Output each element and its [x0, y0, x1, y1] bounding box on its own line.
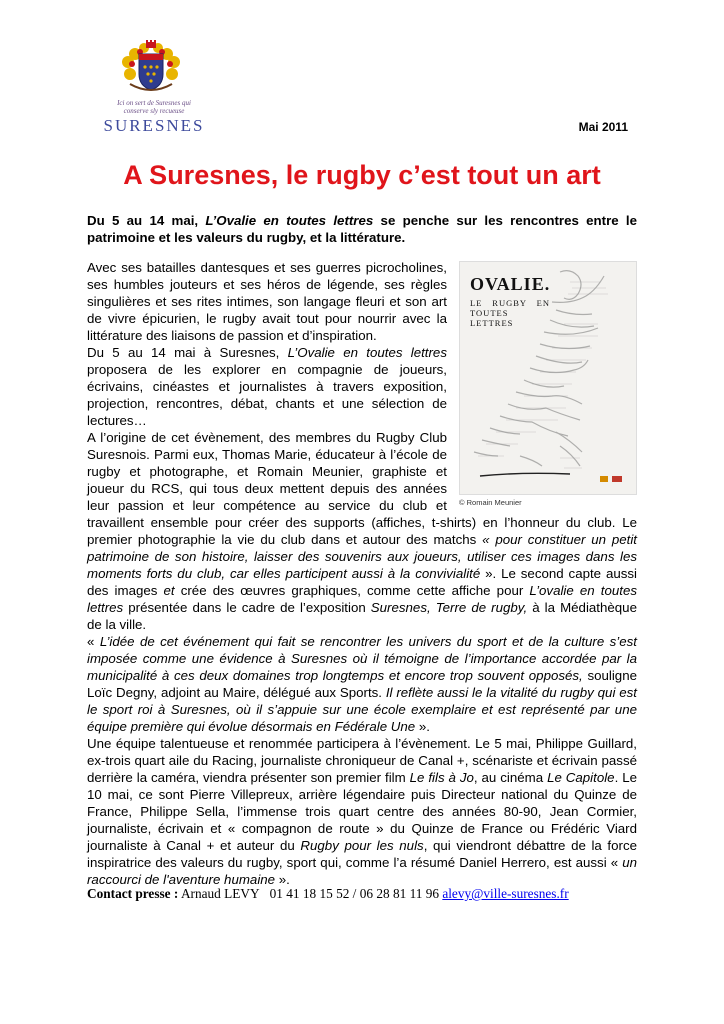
- paragraph-origin: A l’origine de cet évènement, des membres du Rugby Club Suresnois. Parmi eux, Thomas Marie, éducateur à l’école de rugby et photographe, et Romain Meunier, graphiste et joueur du RCS, qui tous deux mettent depuis des années leur passion et leur compétence au service du club et travaillent ensemble pour créer des supports (affiches, t-shirts) en l’honneur du club. Le premier photographie la vie du club dans et autour des matchs « pour constituer un petit patrimoine de son histoire, laisser des souvenirs aux joueurs, utiliser ces images dans les moments forts du club, car elles participent aussi à la convivialité ». Le second capte aussi des images et crée des œuvres graphiques, comme cette affiche pour L’ovalie en toutes lettres présentée dans le cadre de l’exposition Suresnes, Terre de rugby, à la Médiathèque de la ville.: [87, 430, 638, 632]
- city-logo: [96, 40, 212, 138]
- poster-image: [459, 261, 637, 495]
- logo-motto: Ici on sert de Suresnes qui conserve sly recueuse: [117, 99, 191, 115]
- logo-city-name: SURESNES: [103, 116, 205, 135]
- rugby-player-text-art-icon: [460, 262, 637, 495]
- paragraph-guests: Une équipe talentueuse et renommée participera à l’évènement. Le 5 mai, Philippe Guillard, ex-trois quart aile du Racing, journaliste chroniqueur de Canal +, scénariste et écrivain passé derrière la caméra, viendra présenter son premier film Le fils à Jo, au cinéma Le Capitole. Le 10 mai, ce sont Pierre Villepreux, arrière légendaire puis Directeur national du Quinze de France, Philippe Sella, l’immense trois quart centre des années 80-90, Jean Cormier, journaliste, écrivain et « compagnon de route » du Quinze de France ou Frédéric Viard journaliste à Canal + et auteur du Rugby pour les nuls, qui viendront débattre de la force inspiratrice des valeurs du rugby, sport qui, comme l’a résumé Daniel Herrero, est aussi « un raccourci de l'aventure humaine ».: [87, 736, 637, 887]
- contact-name: Arnaud LEVY: [180, 886, 260, 901]
- page-title: A Suresnes, le rugby c’est tout un art: [123, 160, 601, 190]
- contact-email-link[interactable]: alevy@ville-suresnes.fr: [442, 886, 569, 901]
- article-body: [87, 259, 637, 888]
- paragraph-intro: Avec ses batailles dantesques et ses guerres picrocholines, ses humbles jouteurs et ses héros de légende, ses règles singulières et ses rites intimes, son langage fleuri et son art de vivre épicurien, le rugby avait tout pour nourrir avec la littérature des liaisons de passion et d’inspiration.: [87, 260, 447, 343]
- document-date: Mai 2011: [578, 120, 628, 134]
- contact-phones: 01 41 18 15 52 / 06 28 81 11 96: [269, 886, 439, 901]
- contact-label: Contact presse :: [87, 886, 179, 901]
- paragraph-dates: Du 5 au 14 mai à Suresnes, L’Ovalie en toutes lettres proposera de les explorer en compagnie de joueurs, écrivains, cinéastes et journalistes à travers exposition, projection, rencontres, débat, chants et une sélection de lectures…: [87, 345, 447, 428]
- poster-title: OVALIE.: [470, 274, 551, 294]
- suresnes-crest-icon: [118, 40, 184, 98]
- poster-figure: [459, 261, 637, 507]
- poster-credit: © Romain Meunier: [459, 498, 522, 507]
- press-contact: [87, 886, 569, 902]
- paragraph-quote: « L’idée de cet événement qui fait se rencontrer les univers du sport et de la culture s’est imposée comme une évidence à Suresnes où il témoigne de l’importance accordée par la municipalité à ces deux domaines trop longtemps et encore trop souvent opposés, souligne Loïc Degny, adjoint au Maire, délégué aux Sports. Il reflète aussi le la vitalité du rugby qui est le sport roi à Suresnes, où il s’appuie sur une école exemplaire et est représenté par une équipe première qui évolue désormais en Fédérale Une ».: [87, 634, 637, 734]
- lead-paragraph: Du 5 au 14 mai, L’Ovalie en toutes lettres se penche sur les rencontres entre le patrimoine et les valeurs du rugby, et la littérature.: [87, 213, 638, 245]
- poster-subtitle: LE RUGBY EN TOUTES LETTRES: [470, 298, 550, 328]
